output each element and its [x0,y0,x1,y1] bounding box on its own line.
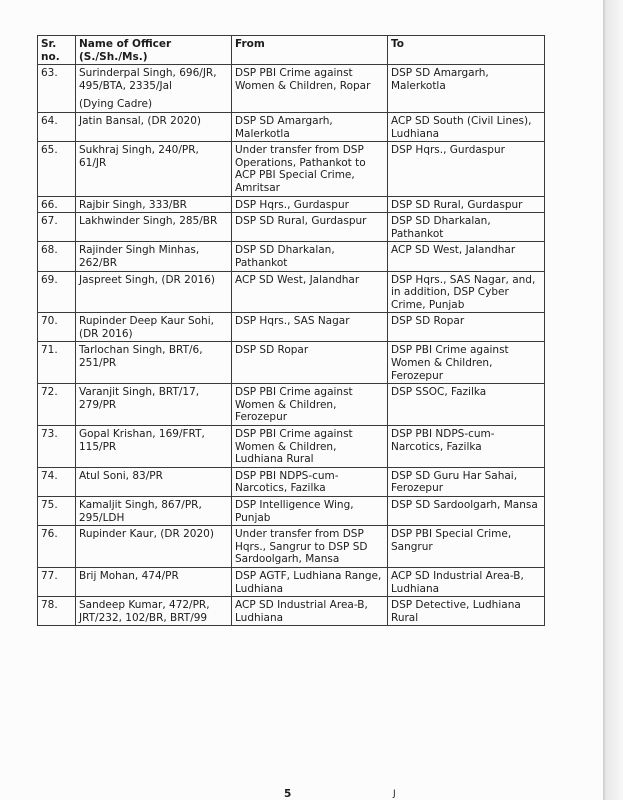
cell-to-text: DSP SD Sardoolgarh, Mansa [391,499,538,511]
cell-to-text: DSP PBI NDPS-cum-Narcotics, Fazilka [391,428,495,453]
cell-to-text: DSP Hqrs., SAS Nagar, and, in addition, DSP Cyber Crime, Punjab [391,273,536,311]
cell-from [232,313,388,342]
table-row [38,597,545,626]
cell-from [232,271,388,313]
cell-to-text: DSP SD Ropar [391,315,465,328]
cell-sr-text: 69. [41,273,58,286]
cell-sr [38,526,76,568]
cell-to-text: DSP SD Rural, Gurdaspur [391,198,523,211]
page-edge-shadow [603,0,623,800]
cell-from [232,526,388,568]
cell-to-text: DSP Hqrs., Gurdaspur [391,144,505,157]
cell-name-text: Tarlochan Singh, BRT/6, 251/PR [79,344,203,370]
cell-sr-text: 64. [41,114,58,127]
cell-name-text: Brij Mohan, 474/PR [79,569,179,582]
table-row [38,342,545,384]
cell-sr-text: 66. [41,198,58,211]
cell-sr [38,112,76,141]
cell-name-note: (Dying Cadre) [79,98,153,111]
cell-name [76,112,232,141]
cell-name-text: Varanjit Singh, BRT/17, 279/PR [79,386,200,411]
cell-name [76,242,232,271]
cell-from-text: DSP PBI NDPS-cum-Narcotics, Fazilka [235,469,339,495]
table-row [38,196,545,213]
cell-to-text: DSP SD Amargarh, Malerkotla [391,67,489,92]
header-name: Name of Officer (S./Sh./Ms.) [76,36,232,65]
table-row [38,65,545,113]
cell-from-text: DSP SD Dharkalan, Pathankot [235,244,335,269]
cell-from [232,426,388,468]
cell-name [76,196,232,213]
cell-from [232,213,388,242]
transfer-table [37,35,545,626]
table-row [38,526,545,568]
cell-name-text: Jaspreet Singh, (DR 2016) [79,273,215,286]
cell-from-text: DSP PBI Crime against Women & Children, Ropar [235,67,371,92]
cell-name [76,467,232,496]
cell-sr-text: 65. [41,144,58,157]
cell-to-text: DSP PBI Crime against Women & Children, Ferozepur [391,344,509,382]
cell-sr-text: 72. [41,386,58,399]
cell-sr [38,213,76,242]
cell-from-text: DSP PBI Crime against Women & Children, Ferozepur [235,386,353,424]
cell-sr [38,467,76,496]
table-row [38,112,545,141]
cell-name-text: Jatin Bansal, (DR 2020) [79,114,201,127]
cell-sr-text: 70. [41,315,58,328]
cell-to-text: DSP PBI Special Crime, Sangrur [391,528,512,553]
cell-from [232,112,388,141]
cell-name-text: Atul Soni, 83/PR [79,469,163,482]
cell-from [232,567,388,596]
cell-from [232,597,388,626]
cell-from-text: DSP SD Rural, Gurdaspur [235,215,367,228]
cell-name-text: Lakhwinder Singh, 285/BR [79,215,218,228]
cell-to [388,384,545,426]
cell-from [232,242,388,271]
header-from: From [232,36,388,65]
cell-name-text: Gopal Krishan, 169/FRT, 115/PR [79,428,205,453]
cell-name-text: Kamaljit Singh, 867/PR, 295/LDH [79,499,202,524]
cell-sr-text: 77. [41,569,58,582]
cell-from-text: DSP PBI Crime against Women & Children, Ludhiana Rural [235,428,353,466]
cell-from-text: DSP SD Amargarh, Malerkotla [235,114,333,140]
cell-to [388,342,545,384]
cell-sr-text: 73. [41,428,58,441]
cell-sr [38,142,76,196]
cell-to-text: DSP SD Dharkalan, Pathankot [391,215,491,240]
cell-from-text: Under transfer from DSP Operations, Pathankot to ACP PBI Special Crime, Amritsar [235,144,366,194]
cell-to [388,467,545,496]
cell-from [232,65,388,113]
table-row [38,313,545,342]
cell-sr-text: 67. [41,215,58,228]
table-row [38,567,545,596]
cell-name-text: Rajinder Singh Minhas, 262/BR [79,244,200,269]
cell-from [232,467,388,496]
cell-name [76,597,232,626]
cell-name [76,497,232,526]
cell-name [76,526,232,568]
header-to: To [388,36,545,65]
cell-sr-text: 63. [41,67,58,80]
cell-sr [38,384,76,426]
cell-to [388,426,545,468]
table-row [38,467,545,496]
cell-to [388,567,545,596]
table-row [38,384,545,426]
cell-from [232,142,388,196]
cell-to-text: DSP Detective, Ludhiana Rural [391,599,521,624]
cell-from [232,384,388,426]
cell-from-text: DSP SD Ropar [235,344,309,357]
cell-sr-text: 74. [41,469,58,482]
cell-sr [38,242,76,271]
cell-name [76,567,232,596]
cell-to [388,271,545,313]
cell-from-text: Under transfer from DSP Hqrs., Sangrur to DSP SD Sardoolgarh, Mansa [235,528,368,566]
cell-name [76,426,232,468]
cell-to [388,65,545,113]
cell-to-text: DSP SSOC, Fazilka [391,386,487,399]
cell-name-text: Rupinder Kaur, (DR 2020) [79,528,214,541]
cell-sr [38,196,76,213]
table-row [38,271,545,313]
cell-name-text: Surinderpal Singh, 696/JR, 495/BTA, 2335/Jal [79,67,217,92]
cell-to [388,213,545,242]
table-row [38,242,545,271]
cell-name [76,271,232,313]
cell-to-text: ACP SD Industrial Area-B, Ludhiana [391,569,524,595]
cell-sr [38,597,76,626]
cell-name-text: Rupinder Deep Kaur Sohi, (DR 2016) [79,315,214,340]
cell-to [388,597,545,626]
cell-name [76,142,232,196]
cell-to [388,112,545,141]
cell-sr [38,65,76,113]
cell-to-text: DSP SD Guru Har Sahai, Ferozepur [391,469,518,495]
cell-sr [38,426,76,468]
cell-to [388,497,545,526]
cell-sr-text: 75. [41,499,58,511]
cell-name [76,342,232,384]
cell-from-text: DSP Intelligence Wing, Punjab [235,499,354,524]
cell-to [388,196,545,213]
page-number: 5 [284,788,292,800]
cell-sr-text: 71. [41,344,58,357]
cell-from-text: DSP Hqrs., SAS Nagar [235,315,350,328]
table-row [38,426,545,468]
cell-name [76,213,232,242]
table-body [38,65,545,626]
page-mark: J [393,789,396,799]
cell-from-text: ACP SD West, Jalandhar [235,273,360,286]
cell-sr-text: 68. [41,244,58,257]
cell-from-text: DSP AGTF, Ludhiana Range, Ludhiana [235,569,382,595]
cell-sr [38,313,76,342]
cell-from [232,196,388,213]
cell-sr [38,567,76,596]
cell-name [76,65,232,113]
cell-name-text: Sandeep Kumar, 472/PR, JRT/232, 102/BR, BRT/99 [79,599,210,624]
cell-sr [38,271,76,313]
header-sr: Sr. no. [38,36,76,65]
cell-to [388,526,545,568]
cell-to-text: ACP SD West, Jalandhar [391,244,516,257]
cell-name-text: Rajbir Singh, 333/BR [79,198,187,211]
cell-sr-text: 78. [41,599,58,612]
cell-name [76,384,232,426]
cell-sr [38,342,76,384]
cell-from [232,497,388,526]
table-row [38,497,545,526]
cell-to [388,313,545,342]
cell-to [388,142,545,196]
table-row [38,142,545,196]
cell-to [388,242,545,271]
cell-sr-text: 76. [41,528,58,541]
cell-from-text: ACP SD Industrial Area-B, Ludhiana [235,599,368,624]
cell-name-text: Sukhraj Singh, 240/PR, 61/JR [79,144,199,169]
table-row [38,213,545,242]
cell-sr [38,497,76,526]
cell-from-text: DSP Hqrs., Gurdaspur [235,198,349,211]
table-header-row [38,36,545,65]
cell-from [232,342,388,384]
cell-to-text: ACP SD South (Civil Lines), Ludhiana [391,114,532,140]
cell-name [76,313,232,342]
